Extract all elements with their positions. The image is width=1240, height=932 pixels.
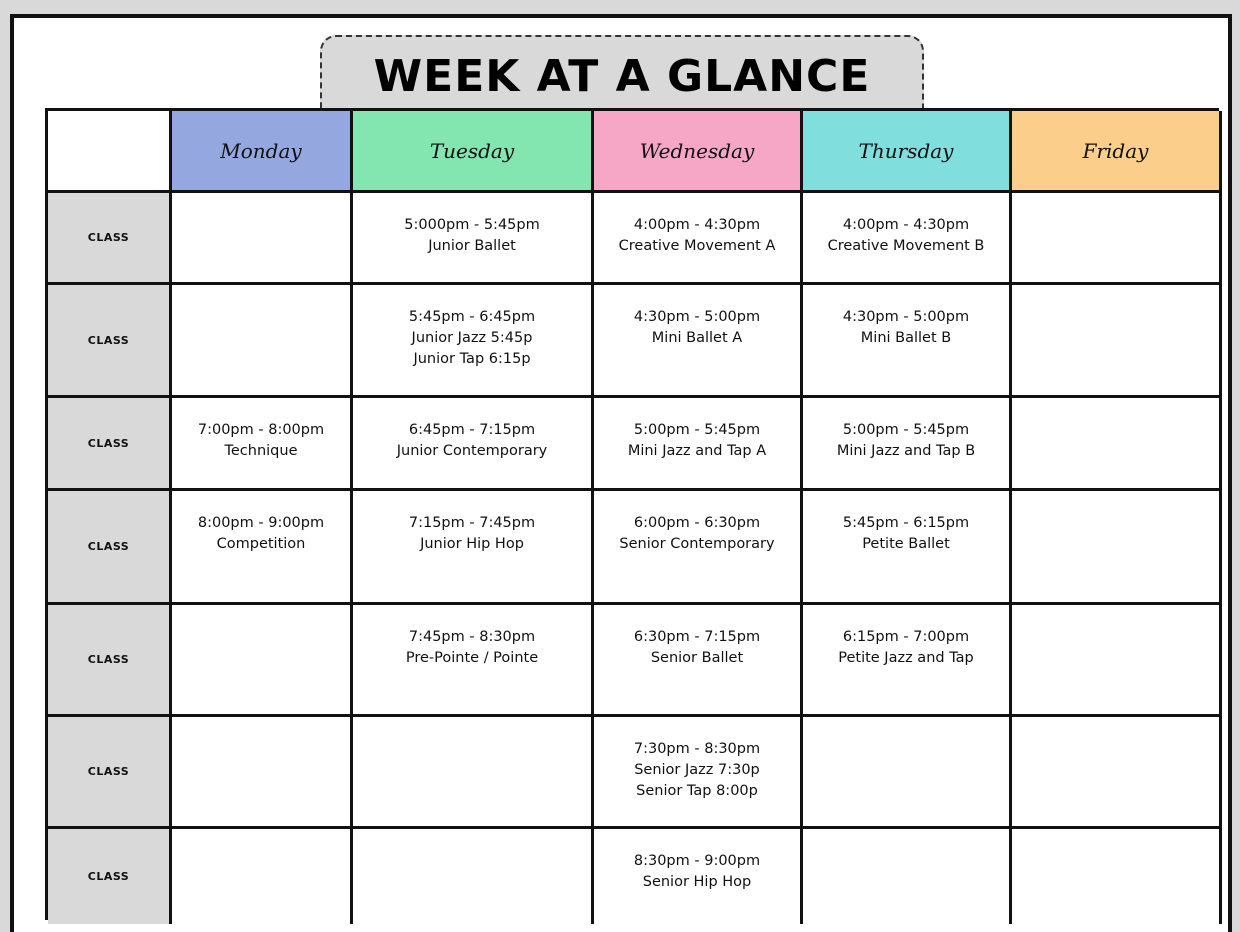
class-name: Creative Movement A <box>618 238 776 254</box>
class-slot-monday <box>172 829 353 924</box>
title-banner <box>320 35 924 109</box>
class-slot-monday <box>172 398 353 491</box>
class-name: Mini Ballet A <box>651 330 743 346</box>
day-header-friday <box>1012 111 1222 193</box>
class-slot-friday <box>1012 491 1222 605</box>
weekly-schedule-table <box>45 108 1219 920</box>
class-name: Competition <box>216 536 306 552</box>
class-slot-tuesday <box>353 605 594 717</box>
class-slot-friday <box>1012 398 1222 491</box>
class-slot-tuesday <box>353 717 594 829</box>
class-slot-wednesday <box>594 398 803 491</box>
class-slot-friday <box>1012 285 1222 398</box>
class-time: 4:30pm - 5:00pm <box>842 309 970 325</box>
class-name: Mini Ballet B <box>860 330 952 346</box>
class-time: 5:45pm - 6:15pm <box>842 515 970 531</box>
class-slot-wednesday <box>594 717 803 829</box>
class-slot-thursday <box>803 193 1012 285</box>
class-slot-thursday <box>803 491 1012 605</box>
class-time: 6:45pm - 7:15pm <box>408 422 536 438</box>
class-time: 8:00pm - 9:00pm <box>197 515 325 531</box>
class-time: 6:30pm - 7:15pm <box>633 629 761 645</box>
class-slot-tuesday <box>353 193 594 285</box>
class-time: 6:00pm - 6:30pm <box>633 515 761 531</box>
class-time: 5:000pm - 5:45pm <box>404 217 540 233</box>
class-name: Petite Ballet <box>862 536 950 552</box>
day-header-tuesday <box>353 111 594 193</box>
class-name: Junior Hip Hop <box>420 536 524 552</box>
row-label-class: CLASS <box>48 491 172 605</box>
class-name: Technique <box>224 443 298 459</box>
day-header-thursday <box>803 111 1012 193</box>
class-slot-friday <box>1012 829 1222 924</box>
class-time: 7:45pm - 8:30pm <box>408 629 536 645</box>
class-slot-wednesday <box>594 829 803 924</box>
class-name: Creative Movement B <box>827 238 985 254</box>
class-name: Petite Jazz and Tap <box>838 650 974 666</box>
class-name: Mini Jazz and Tap B <box>836 443 976 459</box>
class-time: 8:30pm - 9:00pm <box>633 853 761 869</box>
class-name: Mini Jazz and Tap A <box>627 443 767 459</box>
class-name: Junior Tap 6:15p <box>413 351 531 367</box>
class-slot-wednesday <box>594 491 803 605</box>
day-label: Tuesday <box>429 138 515 163</box>
class-slot-thursday <box>803 717 1012 829</box>
class-time: 4:00pm - 4:30pm <box>842 217 970 233</box>
class-name: Pre-Pointe / Pointe <box>405 650 539 666</box>
class-slot-thursday <box>803 285 1012 398</box>
day-label: Monday <box>220 138 302 163</box>
day-header-wednesday <box>594 111 803 193</box>
class-name: Junior Ballet <box>428 238 516 254</box>
class-slot-wednesday <box>594 193 803 285</box>
class-name: Senior Contemporary <box>619 536 775 552</box>
class-slot-wednesday <box>594 605 803 717</box>
class-slot-thursday <box>803 398 1012 491</box>
class-slot-monday <box>172 605 353 717</box>
page-title: WEEK AT A GLANCE <box>373 50 871 102</box>
class-time: 4:30pm - 5:00pm <box>633 309 761 325</box>
class-slot-friday <box>1012 717 1222 829</box>
class-slot-wednesday <box>594 285 803 398</box>
class-slot-friday <box>1012 605 1222 717</box>
class-time: 7:15pm - 7:45pm <box>408 515 536 531</box>
row-label-class: CLASS <box>48 717 172 829</box>
row-label-class: CLASS <box>48 285 172 398</box>
class-time: 4:00pm - 4:30pm <box>633 217 761 233</box>
row-label-class: CLASS <box>48 398 172 491</box>
class-slot-friday <box>1012 193 1222 285</box>
row-label-class: CLASS <box>48 193 172 285</box>
class-time: 5:00pm - 5:45pm <box>633 422 761 438</box>
day-label: Friday <box>1082 138 1149 163</box>
class-slot-thursday <box>803 829 1012 924</box>
class-name: Senior Jazz 7:30p <box>634 762 760 778</box>
class-slot-monday <box>172 285 353 398</box>
day-label: Wednesday <box>639 138 755 163</box>
class-name: Junior Contemporary <box>396 443 548 459</box>
class-slot-tuesday <box>353 829 594 924</box>
class-name: Senior Ballet <box>650 650 744 666</box>
class-time: 7:00pm - 8:00pm <box>197 422 325 438</box>
day-label: Thursday <box>858 138 954 163</box>
class-time: 5:00pm - 5:45pm <box>842 422 970 438</box>
class-slot-thursday <box>803 605 1012 717</box>
row-label-class: CLASS <box>48 605 172 717</box>
corner-cell <box>48 111 172 193</box>
class-time: 5:45pm - 6:45pm <box>408 309 536 325</box>
class-slot-tuesday <box>353 285 594 398</box>
class-time: 7:30pm - 8:30pm <box>633 741 761 757</box>
day-header-monday <box>172 111 353 193</box>
class-name: Junior Jazz 5:45p <box>411 330 533 346</box>
class-name: Senior Hip Hop <box>642 874 752 890</box>
class-slot-monday <box>172 717 353 829</box>
class-time: 6:15pm - 7:00pm <box>842 629 970 645</box>
class-slot-tuesday <box>353 491 594 605</box>
class-slot-tuesday <box>353 398 594 491</box>
class-slot-monday <box>172 491 353 605</box>
class-slot-monday <box>172 193 353 285</box>
class-name: Senior Tap 8:00p <box>636 783 758 799</box>
row-label-class: CLASS <box>48 829 172 924</box>
